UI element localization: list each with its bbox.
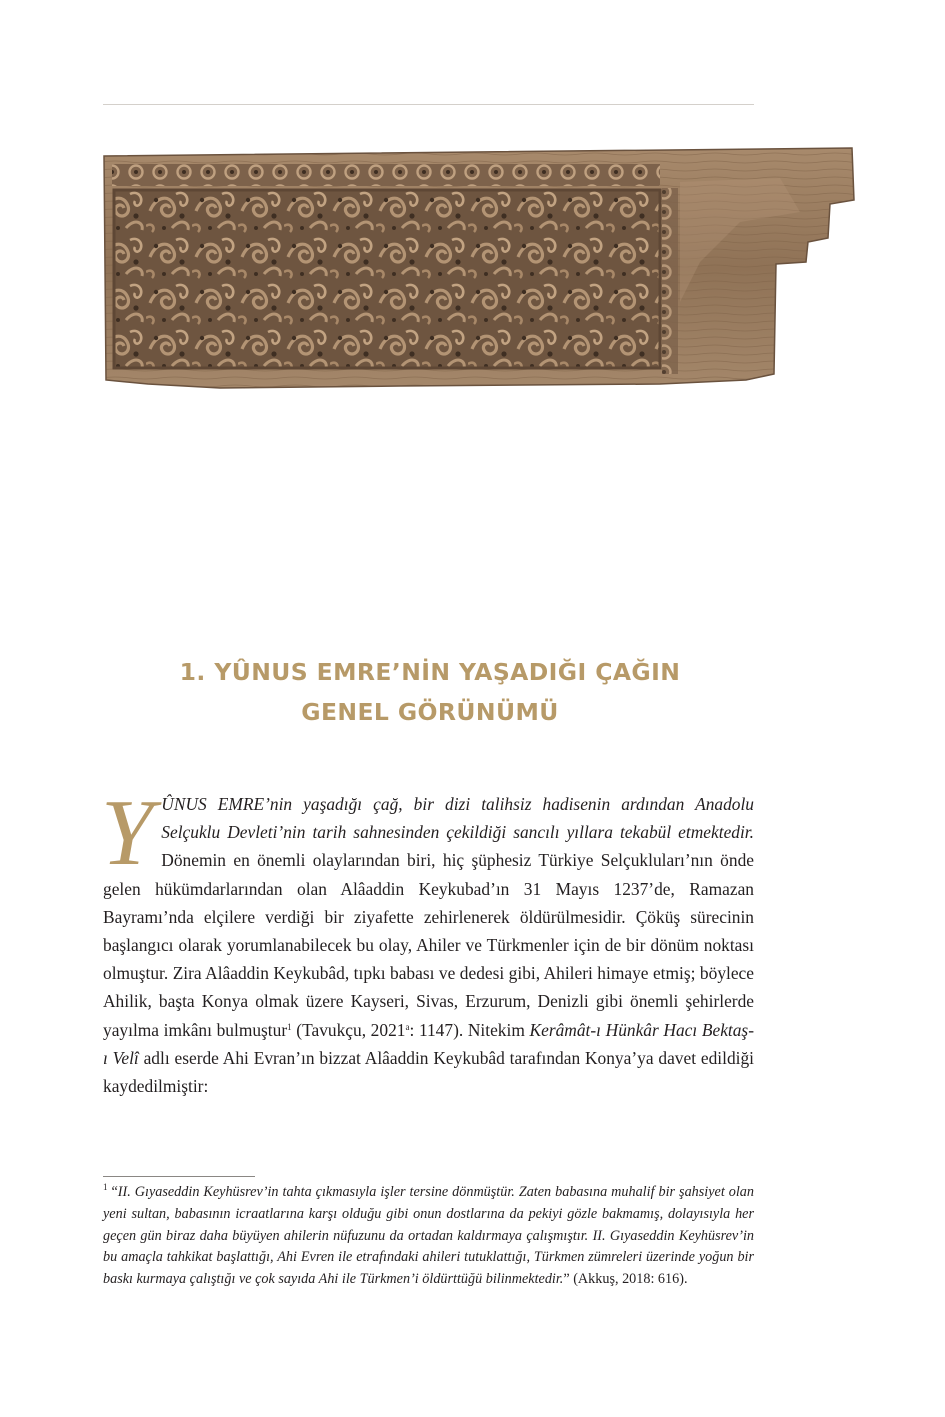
drop-cap: Y bbox=[101, 781, 154, 885]
body-text-segment: : 1147). Nitekim bbox=[409, 1019, 530, 1040]
work-title-italic: Kerâmât-ı Hünkâr Hacı Bektaş-ı Velî bbox=[103, 1019, 754, 1068]
body-text-segment: Dönemin en önemli olaylarından biri, hiç şüphesiz Türkiye Selçukluları’nın önde gelen hükümdarlarından olan Alâaddin Keykubad’ın 31 Mayıs 1237’de, Ramazan Bayramı’nda elçilere verdiği bir ziyafette zehirlenerek öldürülmesidir. Çöküş sürecinin başlangıcı olarak yorumlanabilecek bu olay, Ahiler ve Türkmenler için de bir dönüm noktası olmuştur. Zira Alâaddin Keykubâd, tıpkı babası ve dedesi gibi, Ahileri himaye etmiş; böylece Ahilik, başta Konya olmak üzere Kayseri, Sivas, Erzurum, Denizli gibi önemli şehirlerde yayılma imkânı bulmuştur bbox=[103, 850, 754, 1040]
footnote-quote-text: II. Gıyaseddin Keyhüsrev’in tahta çıkmasıyla işler tersine dönmüştür. Zaten babasına muhalif bir şahsiyet olan yeni sultan, babasının icraatlarına karşı olduğu gibi onun dostlarına da pekiyi gözle bakmamış, dolayısıyla her geçen gün biraz daha büyüyen ahilerin nüfuzunu da ortadan kaldırmaya çalışmıştır. II. Gıyaseddin Keyhüsrev’in bu amaçla tahkikat başlattığı, Ahi Evren ile etrafındaki ahileri tutuklattığı, Türkmen zümreleri üzerinde yoğun bir baskı kurmaya çalıştığı ve çok sayıda Ahi ile Türkmen’i öldürttüğü bilinmektedir. bbox=[103, 1184, 754, 1288]
footnote-reference[interactable]: 1 bbox=[287, 1021, 292, 1032]
footnote-number: 1 bbox=[103, 1182, 108, 1192]
footnote bbox=[103, 1182, 754, 1291]
chapter-title-line2: GENEL GÖRÜNÜMÜ bbox=[301, 698, 559, 726]
chapter-title-line1: 1. YÛNUS EMRE’NİN YAŞADIĞI ÇAĞIN bbox=[179, 658, 681, 686]
body-paragraph bbox=[101, 781, 754, 1100]
footnote-rule bbox=[103, 1176, 255, 1177]
header-rule bbox=[103, 104, 754, 105]
footnote-open-quote: “ bbox=[107, 1184, 118, 1200]
body-text-segment: adlı eserde Ahi Evran’ın bizzat Alâaddin Keykubâd tarafından Konya’ya davet edildiği kaydedilmiştir: bbox=[103, 1047, 754, 1097]
footnote-citation: ” (Akkuş, 2018: 616). bbox=[563, 1271, 688, 1288]
chapter-title bbox=[120, 652, 740, 732]
carved-wooden-panel-image bbox=[100, 142, 857, 392]
citation-superscript: a bbox=[405, 1021, 410, 1032]
body-italic-opening: ÛNUS EMRE’nin yaşadığı çağ, bir dizi talihsiz hadisenin ardından Anadolu Selçuklu Devleti’nin tarih sahnesinden çekildiği sancılı yıllara tekabül etmektedir. bbox=[161, 794, 754, 843]
body-text-segment: (Tavukçu, 2021 bbox=[291, 1019, 406, 1040]
